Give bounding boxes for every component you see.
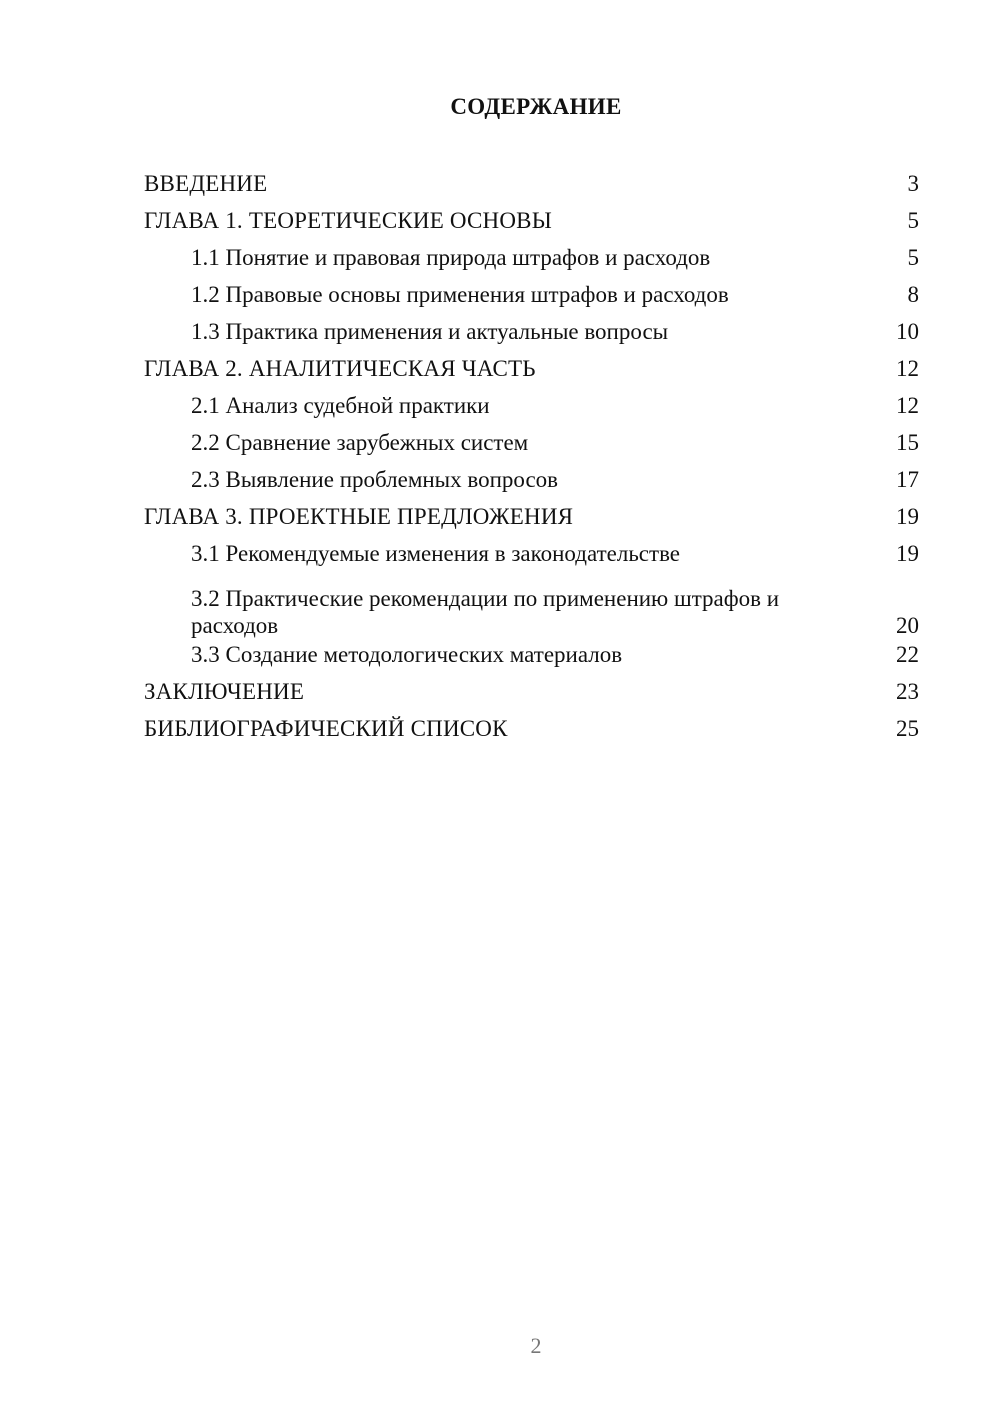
toc-entry-chapter-2[interactable] [144, 350, 919, 387]
toc-entry-label: 3.3 Создание методологических материалов [191, 642, 623, 667]
toc-entry-section-2-1[interactable] [144, 387, 919, 424]
toc-entry-page-number: 15 [896, 430, 919, 455]
toc-title: СОДЕРЖАНИЕ [450, 94, 622, 119]
toc-entry-label: ГЛАВА 1. ТЕОРЕТИЧЕСКИЕ ОСНОВЫ [144, 208, 552, 233]
toc-entry-page-number: 20 [896, 613, 919, 638]
toc-entry-section-3-1[interactable] [144, 535, 919, 572]
toc-entry-label: 1.3 Практика применения и актуальные вопросы [191, 319, 669, 344]
toc-entry-bibliography[interactable] [144, 710, 919, 747]
toc-entry-label: ВВЕДЕНИЕ [144, 171, 268, 196]
toc-entry-chapter-3[interactable] [144, 498, 919, 535]
toc-entry-page-number: 8 [907, 282, 919, 307]
toc-entry-label: БИБЛИОГРАФИЧЕСКИЙ СПИСОК [144, 716, 508, 741]
toc-entry-label: 1.1 Понятие и правовая природа штрафов и расходов [191, 245, 711, 270]
toc-entry-label: ЗАКЛЮЧЕНИЕ [144, 679, 305, 704]
toc-entry-section-3-3[interactable] [144, 636, 919, 673]
toc-entry-page-number: 10 [896, 319, 919, 344]
toc-entry-label: 2.1 Анализ судебной практики [191, 393, 490, 418]
toc-entry-page-number: 19 [896, 541, 919, 566]
toc-entry-page-number: 12 [896, 356, 919, 381]
toc-entry-page-number: 25 [896, 716, 919, 741]
toc-entry-page-number: 17 [896, 467, 919, 492]
toc-entry-page-number: 3 [907, 171, 919, 196]
toc-entry-label: 3.1 Рекомендуемые изменения в законодательстве [191, 541, 680, 566]
toc-entry-page-number: 5 [907, 245, 919, 270]
table-of-contents [144, 165, 919, 747]
toc-entry-conclusion[interactable] [144, 673, 919, 710]
toc-entry-label: ГЛАВА 3. ПРОЕКТНЫЕ ПРЕДЛОЖЕНИЯ [144, 504, 574, 529]
page-number-footer: 2 [530, 1333, 542, 1358]
toc-entry-section-2-3[interactable] [144, 461, 919, 498]
toc-entry-page-number: 23 [896, 679, 919, 704]
toc-entry-page-number: 12 [896, 393, 919, 418]
toc-entry-label: 3.2 Практические рекомендации по применению штрафов и расходов [191, 586, 780, 638]
toc-entry-section-1-1[interactable] [144, 239, 919, 276]
toc-entry-page-number: 5 [907, 208, 919, 233]
toc-entry-page-number: 22 [896, 642, 919, 667]
toc-entry-label: 1.2 Правовые основы применения штрафов и расходов [191, 282, 729, 307]
toc-entry-introduction[interactable] [144, 165, 919, 202]
toc-entry-section-1-3[interactable] [144, 313, 919, 350]
toc-entry-section-2-2[interactable] [144, 424, 919, 461]
toc-entry-label: 2.2 Сравнение зарубежных систем [191, 430, 529, 455]
toc-entry-page-number: 19 [896, 504, 919, 529]
toc-entry-label: 2.3 Выявление проблемных вопросов [191, 467, 559, 492]
toc-entry-chapter-1[interactable] [144, 202, 919, 239]
toc-entry-section-3-2[interactable] [144, 572, 919, 636]
toc-entry-label: ГЛАВА 2. АНАЛИТИЧЕСКАЯ ЧАСТЬ [144, 356, 536, 381]
toc-entry-section-1-2[interactable] [144, 276, 919, 313]
